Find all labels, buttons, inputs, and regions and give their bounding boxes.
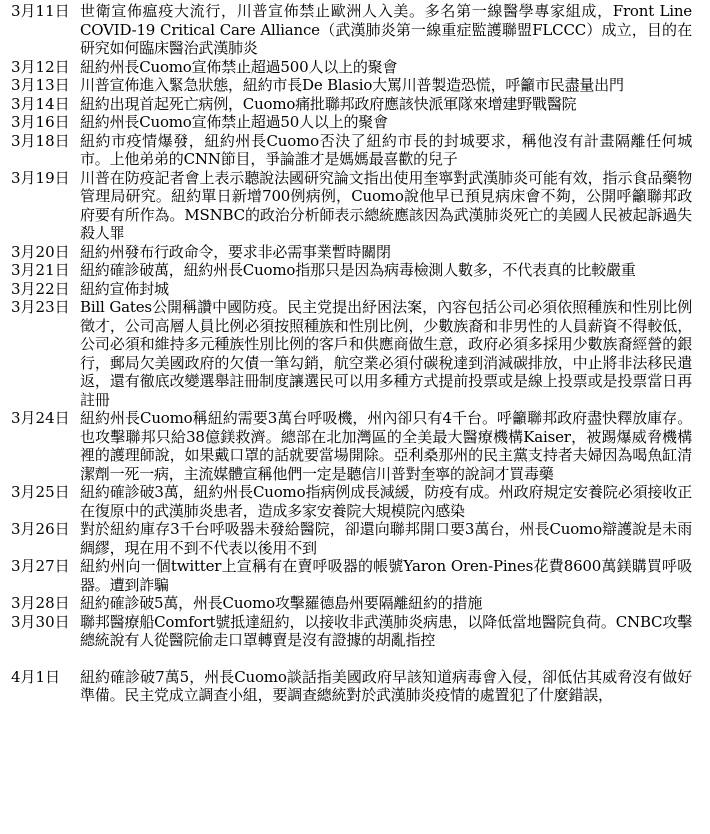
timeline-entry-0327 [0,557,710,594]
entry-date: 3月21日 [11,261,70,279]
timeline-entry-0325 [0,483,710,520]
timeline-entry-0319 [0,169,710,243]
entry-text: 紐約確診破7萬5，州長Cuomo談話指美國政府早該知道病毒會入侵，卻低估其威脅沒有做好準備。民主党成立調查小組，要調查總統對於武漢肺炎疫情的處置犯了什麼錯誤， [80,667,692,704]
entry-date: 3月28日 [11,594,70,612]
entry-date: 4月1日 [11,667,61,686]
entry-text: 世衛宣佈瘟疫大流行，川普宣佈禁止歐洲人入美。多名第一線醫學專家組成，Front Line COVID-19 Critical Care Alliance（武漢肺炎第一線重症監護聯盟FLCCC）成立，目的在研究如何臨床醫治武漢肺炎 [80,2,692,57]
entry-date: 3月30日 [11,612,70,631]
entry-date: 3月12日 [11,57,70,76]
entry-date: 3月11日 [11,2,70,20]
entry-date: 3月13日 [11,76,70,94]
entry-date: 3月20日 [11,242,70,261]
entry-date: 3月14日 [11,94,70,113]
timeline-entry-0311 [0,2,710,58]
timeline-entry-0323 [0,298,710,409]
timeline-entry-0401 [0,668,710,705]
entry-text: 川普宣佈進入緊急狀態，紐約市長De Blasio大罵川普製造恐慌，呼籲市民盡量出門 [80,76,624,94]
timeline-entry-0322 [0,280,710,299]
timeline-entry-0312 [0,58,710,77]
timeline-entry-0314 [0,95,710,114]
entry-date: 3月22日 [11,279,70,298]
entry-text: 紐約確診破3萬，紐約州長Cuomo指病例成長減緩，防疫有成。州政府規定安養院必須接收正在復原中的武漢肺炎患者，造成多家安養院大規模院內感染 [80,483,692,520]
entry-text: 紐約州長Cuomo稱紐約需要3萬台呼吸機，州內卻只有4千台。呼籲聯邦政府盡快釋放庫存。也攻擊聯邦只給38億鎂救濟。總部在北加灣區的全美最大醫療機構Kaiser，被踢爆威脅機構裡的護理師說，如果戴口罩的話就要當場開除。亞利桑那州的民主黨支持者夫婦因為喝魚缸清潔劑一死一病，主流媒體宣稱他們一定是聽信川普對奎寧的說詞才買毒藥 [80,409,692,483]
entry-text: 紐約州向一個twitter上宣稱有在賣呼吸器的帳號Yaron Oren-Pines花費8600萬鎂購買呼吸器。遭到詐騙 [80,557,692,594]
entry-date: 3月24日 [11,409,70,427]
entry-date: 3月16日 [11,113,70,131]
entry-text: 紐約州長Cuomo宣佈禁止超過50人以上的聚會 [80,113,388,131]
entry-text: 紐約市疫情爆發，紐約州長Cuomo否決了紐約市長的封城要求，稱他沒有計畫隔離任何城市。上他弟弟的CNN節目，爭論誰才是媽媽最喜歡的兒子 [80,131,692,168]
entry-text: Bill Gates公開稱讚中國防疫。民主党提出紓困法案，內容包括公司必須依照種族和性別比例徵才，公司高層人員比例必須按照種族和性別比例，少數族裔和非男性的人員薪資不得較低，公司必須和維持多元種族性別比例的客戶和供應商做生意，政府必須多採用少數族裔經營的銀行，郵局欠美國政府的欠債一筆勾銷，航空業必須付碳稅達到消減碳排放，中止將非法移民遣返，還有徹底改變選舉註冊制度讓選民可以用多種方式提前投票或是線上投票或是投票當日再註冊 [80,298,692,409]
entry-date: 3月26日 [11,520,70,538]
timeline-entry-0330 [0,613,710,650]
timeline-entry-0328 [0,594,710,613]
entry-text: 紐約確診破5萬，州長Cuomo攻擊羅德島州要隔離紐約的措施 [80,594,483,612]
entry-date: 3月23日 [11,298,70,316]
timeline-document [0,2,710,705]
entry-text: 紐約確診破萬，紐約州長Cuomo指那只是因為病毒檢測人數多，不代表真的比較嚴重 [80,261,636,279]
entry-text: 紐約州發布行政命令，要求非必需事業暫時關閉 [80,242,391,261]
timeline-entry-0313 [0,76,710,95]
entry-text: 聯邦醫療船Comfort號抵達紐約，以接收非武漢肺炎病患，以降低當地醫院負荷。CNBC攻擊總統說有人從醫院偷走口罩轉賣是沒有證據的胡亂指控 [80,612,692,649]
entry-date: 3月25日 [11,483,70,501]
timeline-entry-0320 [0,243,710,262]
entry-text: 對於紐約庫存3千台呼吸器未發給醫院，卻還向聯邦開口要3萬台，州長Cuomo辯護說是未雨綢繆，現在用不到不代表以後用不到 [80,520,692,557]
entry-text: 紐約州長Cuomo宣佈禁止超過500人以上的聚會 [80,57,398,76]
timeline-entry-0326 [0,520,710,557]
timeline-entry-0321 [0,261,710,280]
entry-date: 3月19日 [11,168,70,187]
timeline-entry-0324 [0,409,710,483]
timeline-entry-0316 [0,113,710,132]
entry-date: 3月27日 [11,557,70,575]
entry-text: 紐約宣佈封城 [80,279,169,298]
entry-date: 3月18日 [11,131,70,150]
entry-text: 紐約出現首起死亡病例，Cuomo痛批聯邦政府應該快派軍隊來增建野戰醫院 [80,94,577,113]
entry-text: 川普在防疫記者會上表示聽說法國研究論文指出使用奎寧對武漢肺炎可能有效，指示食品藥物管理局研究。紐約單日新增700例病例，Cuomo說他早已預見病床會不夠，公開呼籲聯邦政府要有所作為。MSNBC的政治分析師表示總統應該因為武漢肺炎死亡的美國人民被起訴過失殺人罪 [80,168,692,242]
timeline-entry-0318 [0,132,710,169]
